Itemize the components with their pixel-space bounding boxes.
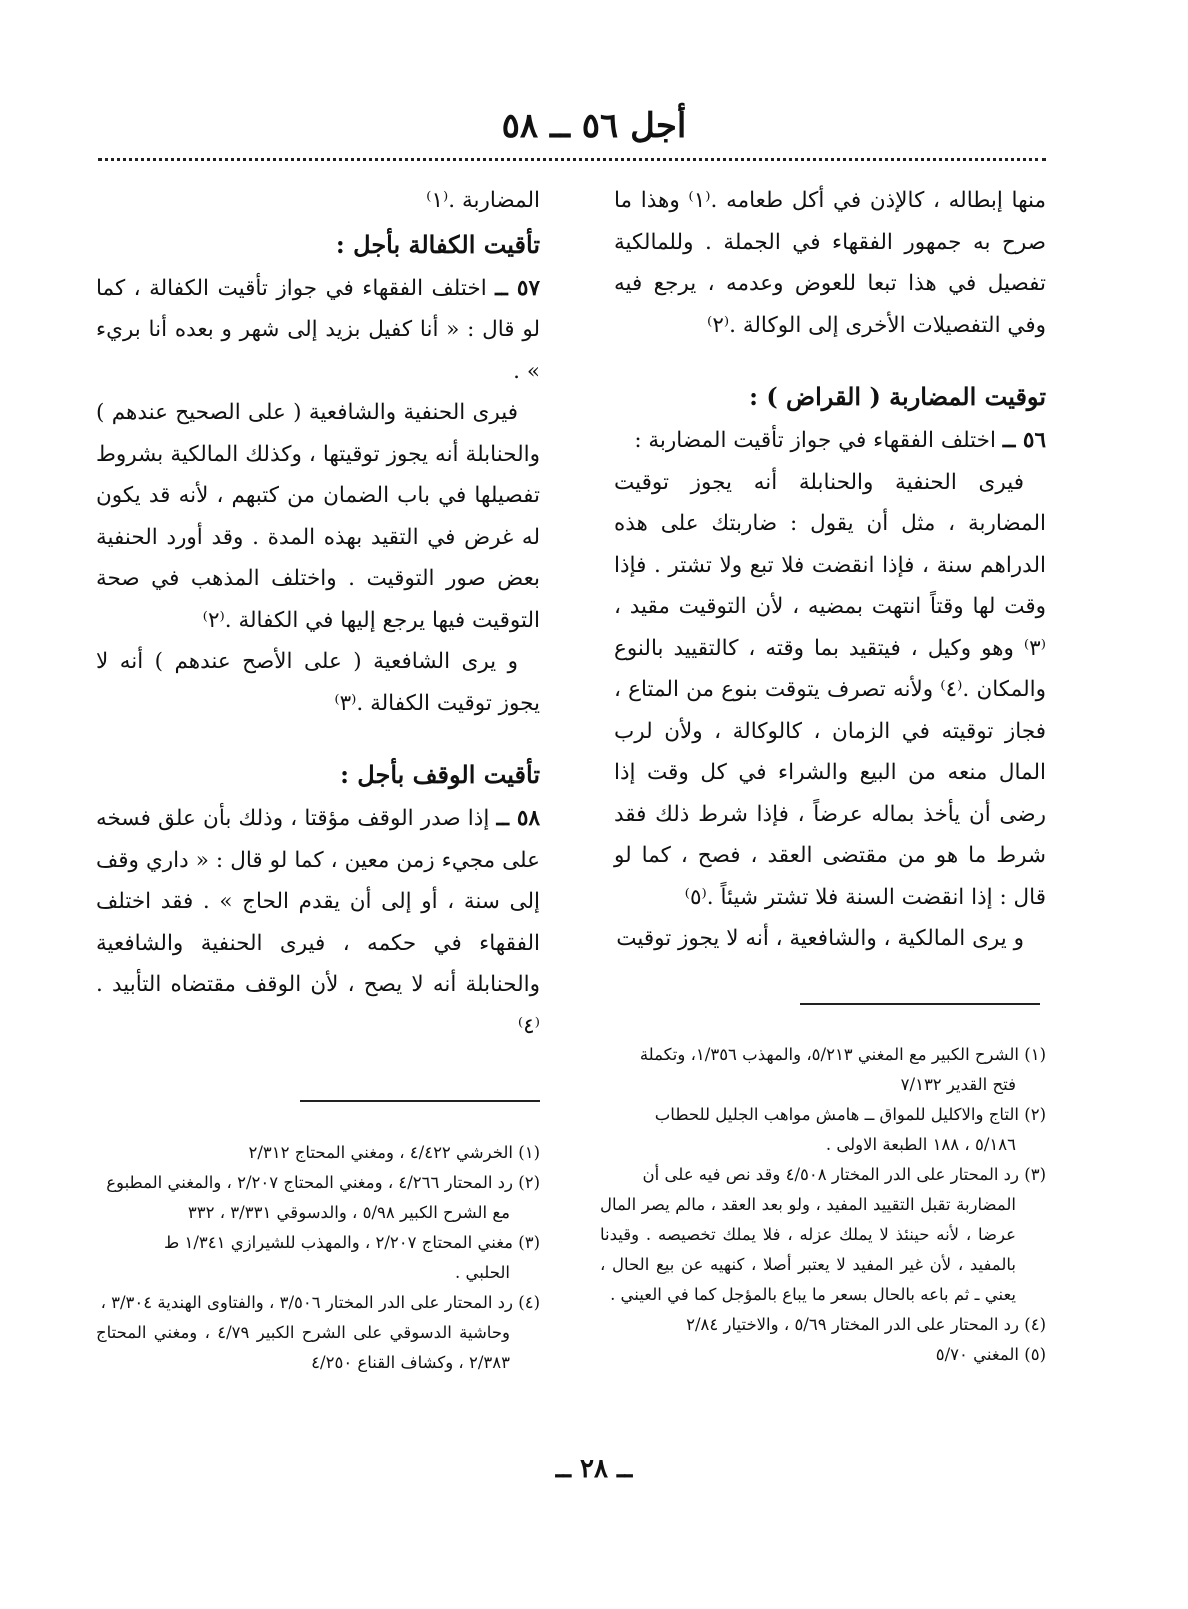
footnote-label: (١) xyxy=(1024,1045,1046,1064)
footnote-item xyxy=(600,1340,1046,1370)
footnote-item xyxy=(96,1138,540,1168)
footnote-item xyxy=(600,1160,1046,1310)
left-paragraph-2: فيرى الحنفية والشافعية ( على الصحيح عندهم ) والحنابلة أنه يجوز توقيتها ، وكذلك المالكية بشروط تفصيلها في باب الضمان من كتبهم ، لأنه قد يكون له غرض في التقيد بهذه المدة . وقد أورد الحنفية بعض صور التوقيت . واختلف المذهب في صحة التوقيت فيها يرجع إليها في الكفالة .⁽٢⁾ xyxy=(96,400,540,633)
footnote-rule-left xyxy=(300,1100,540,1102)
footnote-text: التاج والاكليل للمواق ــ هامش مواهب الجليل للحطاب xyxy=(654,1105,1019,1124)
item-56 xyxy=(614,420,1046,462)
footnote-continuation: مع الشرح الكبير ٥/٩٨ ، والدسوقي ٣/٣٣١ ، ٣٣٢ xyxy=(187,1203,510,1222)
item-58-number: ٥٨ ــ xyxy=(496,806,540,831)
footnote-continuation: المضاربة تقبل التقييد المفيد ، ولو بعد العقد ، مالم يصر المال عرضا ، لأنه حينئذ لا يملك عزله ، فلا يملك تخصيصه . وقيدنا بالمفيد ، لأن غير المفيد لا يعتبر أصلا ، كنهيه عن بيع الحال ، يعني ـ ثم باعه بالحال بسعر ما يباع بالمؤجل كما في العيني . xyxy=(600,1195,1016,1304)
footnote-continuation: وحاشية الدسوقي على الشرح الكبير ٤/٧٩ ، ومغني المحتاج ٢/٣٨٣ ، وكشاف القناع ٤/٢٥٠ xyxy=(96,1323,510,1372)
footnote-label: (٤) xyxy=(1024,1315,1046,1334)
footnote-item xyxy=(600,1100,1046,1160)
right-paragraph-3: و يرى المالكية ، والشافعية ، أنه لا يجوز توقيت xyxy=(616,926,1024,951)
left-paragraph-1: المضاربة .⁽١⁾ xyxy=(426,188,540,213)
footnote-label: (٣) xyxy=(1024,1165,1046,1184)
heading-waqf: تأقيت الوقف بأجل : xyxy=(340,760,540,789)
footnote-label: (٢) xyxy=(518,1173,540,1192)
footnote-text: رد المحتار ٤/٢٦٦ ، ومغني المحتاج ٢/٢٠٧ ، والمغني المطبوع xyxy=(106,1173,513,1192)
left-paragraph-3: و يرى الشافعية ( على الأصح عندهم ) أنه لا يجوز توقيت الكفالة .⁽٣⁾ xyxy=(96,649,540,716)
item-57-text: اختلف الفقهاء في جواز تأقيت الكفالة ، كما لو قال : « أنا كفيل بزيد إلى شهر و بعده أنا بريء » . xyxy=(96,275,540,384)
footnote-continuation: فتح القدير ٧/١٣٢ xyxy=(900,1075,1016,1094)
left-column xyxy=(96,180,540,1047)
footnote-text: الشرح الكبير مع المغني ٥/٢١٣، والمهذب ١/٣٥٦، وتكملة xyxy=(639,1045,1019,1064)
page-number: ــ ٢٨ ــ xyxy=(555,1454,633,1484)
footnotes-left xyxy=(96,1138,540,1378)
footnote-item xyxy=(600,1040,1046,1100)
item-56-number: ٥٦ ــ xyxy=(1002,428,1046,453)
heading-mudaraba: توقيت المضاربة ( القراض ) : xyxy=(749,382,1046,411)
footnote-label: (٥) xyxy=(1024,1345,1046,1364)
footnotes-right xyxy=(600,1040,1046,1370)
footnote-text: رد المحتار على الدر المختار ٥/٦٩ ، والاختيار ٢/٨٤ xyxy=(686,1315,1019,1334)
footnote-text: رد المحتار على الدر المختار ٣/٥٠٦ ، والفتاوى الهندية ٣/٣٠٤ ، xyxy=(100,1293,513,1312)
footnote-continuation: ٥/١٨٦ ، ١٨٨ الطبعة الاولى . xyxy=(825,1135,1016,1154)
footnote-text: رد المحتار على الدر المختار ٤/٥٠٨ وقد نص فيه على أن xyxy=(642,1165,1019,1184)
footnote-label: (٢) xyxy=(1024,1105,1046,1124)
item-56-text: اختلف الفقهاء في جواز تأقيت المضاربة : xyxy=(634,428,996,453)
right-paragraph-2: فيرى الحنفية والحنابلة أنه يجوز توقيت المضاربة ، مثل أن يقول : ضاربتك على هذه الدراهم سنة ، فإذا انقضت فلا تبع ولا تشتر . فإذا وقت لها وقتاً انتهت بمضيه ، لأن التوقيت مقيد ،⁽٣⁾ وهو وكيل ، فيتقيد بما وقته ، كالتقييد بالنوع والمكان .⁽٤⁾ ولأنه تصرف يتوقت بنوع من المتاع ، فجاز توقيته في الزمان ، كالوكالة ، ولأن لرب المال منعه من البيع والشراء في كل وقت إذا رضى أن يأخذ بماله عرضاً ، فإذا شرط ذلك فقد شرط ما هو من مقتضى العقد ، فصح ، كما لو قال : إذا انقضت السنة فلا تشتر شيئاً .⁽٥⁾ xyxy=(614,469,1046,910)
header-dotted-rule xyxy=(98,158,1046,161)
footnote-text: الخرشي ٤/٤٢٢ ، ومغني المحتاج ٢/٣١٢ xyxy=(248,1143,513,1162)
item-57 xyxy=(96,268,540,393)
footnote-label: (٣) xyxy=(518,1233,540,1252)
right-paragraph-1: منها إبطاله ، كالإذن في أكل طعامه .⁽١⁾ وهذا ما صرح به جمهور الفقهاء في الجملة . وللمالكية تفصيل في هذا تبعا للعوض وعدمه ، يرجع فيه وفي التفصيلات الأخرى إلى الوكالة .⁽٢⁾ xyxy=(614,188,1046,338)
footnote-item xyxy=(600,1310,1046,1340)
footnote-text: مغني المحتاج ٢/٢٠٧ ، والمهذب للشيرازي ١/٣٤١ ط xyxy=(163,1233,513,1252)
footnote-rule-right xyxy=(800,1003,1040,1005)
footnote-continuation: الحلبي . xyxy=(455,1263,510,1282)
right-column xyxy=(614,180,1046,960)
footnote-text: المغني ٥/٧٠ xyxy=(935,1345,1019,1364)
item-58-text: إذا صدر الوقف مؤقتا ، وذلك بأن علق فسخه على مجيء زمن معين ، كما لو قال : « داري وقف إلى سنة ، أو إلى أن يقدم الحاج » . فقد اختلف الفقهاء في حكمه ، فيرى الحنفية والشافعية والحنابلة أنه لا يصح ، لأن الوقف مقتضاه التأبيد .⁽٤⁾ xyxy=(96,806,540,1039)
item-58 xyxy=(96,798,540,1047)
heading-kafala: تأقيت الكفالة بأجل : xyxy=(335,229,540,259)
page-header: أجل ٥٦ ــ ٥٨ xyxy=(501,106,687,146)
footnote-item xyxy=(96,1288,540,1378)
footnote-label: (١) xyxy=(518,1143,540,1162)
footnote-item xyxy=(96,1168,540,1228)
footnote-label: (٤) xyxy=(518,1293,540,1312)
footnote-item xyxy=(96,1228,540,1288)
item-57-number: ٥٧ ــ xyxy=(495,275,540,301)
